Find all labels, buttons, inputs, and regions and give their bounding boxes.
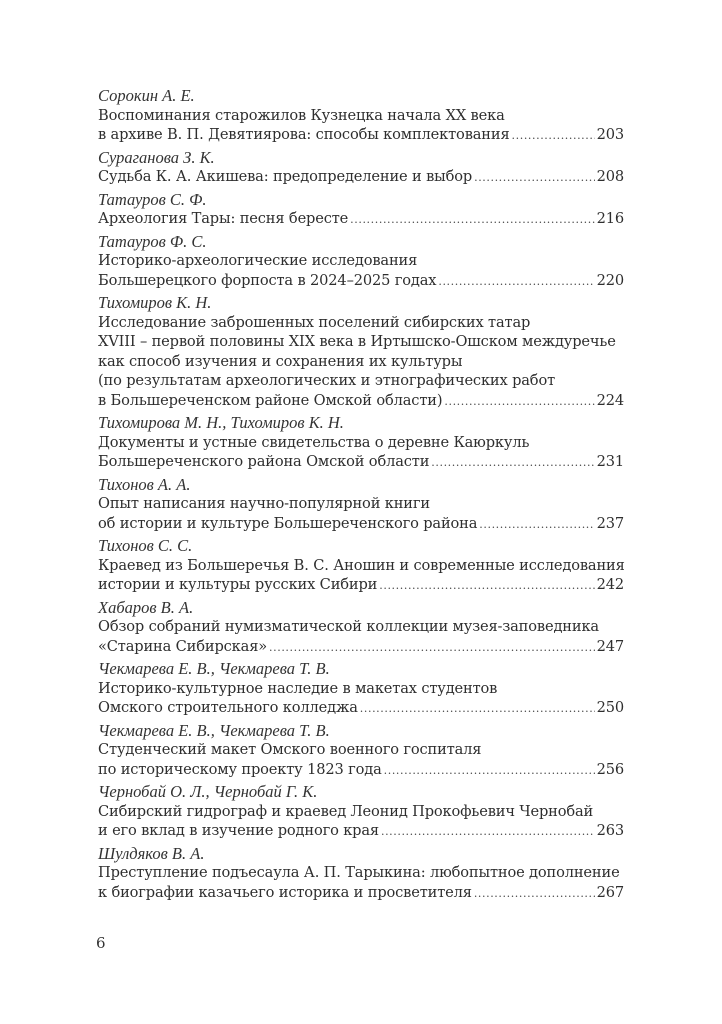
entry-title-final-line [98,209,624,229]
entry-title-line: Воспоминания старожилов Кузнецка начала XX века [98,106,505,124]
entry-title-text: истории и культуры русских Сибири [98,576,378,593]
toc-entry [98,721,624,780]
dot-leader [350,210,594,230]
dot-leader [474,168,595,188]
entry-page-number: 267 [596,883,624,901]
toc-entry [98,782,624,841]
entry-page-number: 242 [596,576,624,593]
entry-title-text: к биографии казачьего историка и просветителя [98,883,472,901]
dot-leader [438,272,594,292]
toc-entry [98,475,624,534]
entry-title-line: Студенческий макет Омского военного госпиталя [98,741,482,758]
entry-title-text: в архиве В. П. Девятиярова: способы комплектования [98,126,510,143]
toc-entry [98,659,624,718]
entry-title-final-line [98,167,624,187]
entry-title-final-line [98,575,624,595]
entry-title-text: Археология Тары: песня бересте [98,210,349,227]
entry-page-number: 250 [596,699,624,716]
entry-page-number: 237 [596,514,624,532]
entry-title-final-line [98,698,624,718]
toc-entry [98,86,624,145]
dot-leader [379,576,594,596]
dot-leader [384,761,595,781]
entry-page-number: 263 [596,822,624,839]
entry-title-final-line [98,760,624,780]
entry-title-final-line [98,452,624,472]
entry-title-text: по историческому проекту 1823 года [98,760,382,778]
toc-entry [98,293,624,410]
dot-leader [381,822,595,842]
entry-page-number: 231 [596,453,624,470]
entry-title-text: «Старина Сибирская» [98,637,268,655]
entry-page-number: 203 [596,126,624,143]
entry-title-line: Историко-культурное наследие в макетах студентов [98,679,498,697]
dot-leader [269,638,595,658]
entry-title-text: об истории и культуре Большереченского района [98,514,478,532]
entry-title-line: Опыт написания научно-популярной книги [98,495,430,512]
entry-page-number: 216 [596,210,624,227]
entry-page-number: 208 [596,168,624,185]
entry-author: Хабаров В. А. [98,597,194,617]
toc-entry [98,190,624,229]
toc-entry [98,536,624,595]
entry-title-final-line [98,821,624,841]
dot-leader [431,453,594,473]
entry-author: Тихомиров К. Н. [98,293,212,312]
entry-title-text: и его вклад в изучение родного края [98,822,379,839]
entry-title-final-line [98,271,624,291]
dot-leader [360,699,595,719]
entry-title-text: в Большереченском районе Омской области) [98,391,443,409]
entry-author: Тихонов А. А. [98,474,191,494]
entry-title-line: Краевед из Большеречья В. С. Аношин и современные исследования [98,556,625,574]
entry-title-text: Большерецкого форпоста в 2024–2025 годах [98,271,437,289]
entry-title-line: Обзор собраний нумизматической коллекции музея-заповедника [98,618,599,635]
page-number: 6 [96,934,106,952]
entry-title-line: как способ изучения и сохранения их культуры [98,352,463,370]
entry-title-final-line [98,637,624,657]
entry-title-final-line [98,514,624,534]
entry-page-number: 220 [596,271,624,289]
entry-author: Тихонов С. С. [98,536,193,555]
entry-author: Тихомирова М. Н., Тихомиров К. Н. [98,413,344,432]
toc-entry [98,598,624,657]
entry-title-line: Документы и устные свидетельства о деревне Каюркуль [98,433,530,451]
entry-title-line: Преступление подъесаула А. П. Тарыкина: любопытное дополнение [98,864,620,881]
entry-page-number: 256 [596,760,624,778]
entry-title-line: XVIII – первой половины XIX века в Иртышско-Ошском междуречье [98,333,616,350]
entry-author: Чекмарева Е. В., Чекмарева Т. В. [98,720,330,740]
entry-author: Татауров С. Ф. [98,189,207,209]
toc-entry [98,413,624,472]
dot-leader [479,515,594,535]
entry-title-line: Историко-археологические исследования [98,252,418,269]
entry-page-number: 224 [596,391,624,409]
toc-entry [98,844,624,903]
entry-title-line: Исследование заброшенных поселений сибирских татар [98,313,531,331]
entry-title-text: Судьба К. А. Акишева: предопределение и выбор [98,168,473,185]
entry-title-line: (по результатам археологических и этнографических работ [98,372,556,389]
entry-title-final-line [98,883,624,903]
toc-entry [98,232,624,291]
dot-leader [444,392,594,412]
entry-title-text: Омского строительного колледжа [98,699,358,716]
entry-author: Сураганова З. К. [98,147,215,167]
toc-entry [98,148,624,187]
entry-title-line: Сибирский гидрограф и краевед Леонид Прокофьевич Чернобай [98,802,594,820]
table-of-contents [98,86,624,905]
entry-author: Чернобай О. Л., Чернобай Г. К. [98,782,318,801]
entry-title-text: Большереченского района Омской области [98,453,430,470]
entry-author: Шулдяков В. А. [98,843,205,863]
dot-leader [512,126,595,146]
entry-author: Чекмарева Е. В., Чекмарева Т. В. [98,659,330,678]
dot-leader [474,884,595,904]
entry-title-final-line [98,125,624,145]
entry-author: Татауров Ф. С. [98,231,207,251]
entry-author: Сорокин А. Е. [98,86,195,105]
entry-page-number: 247 [596,637,624,655]
entry-title-final-line [98,391,624,411]
